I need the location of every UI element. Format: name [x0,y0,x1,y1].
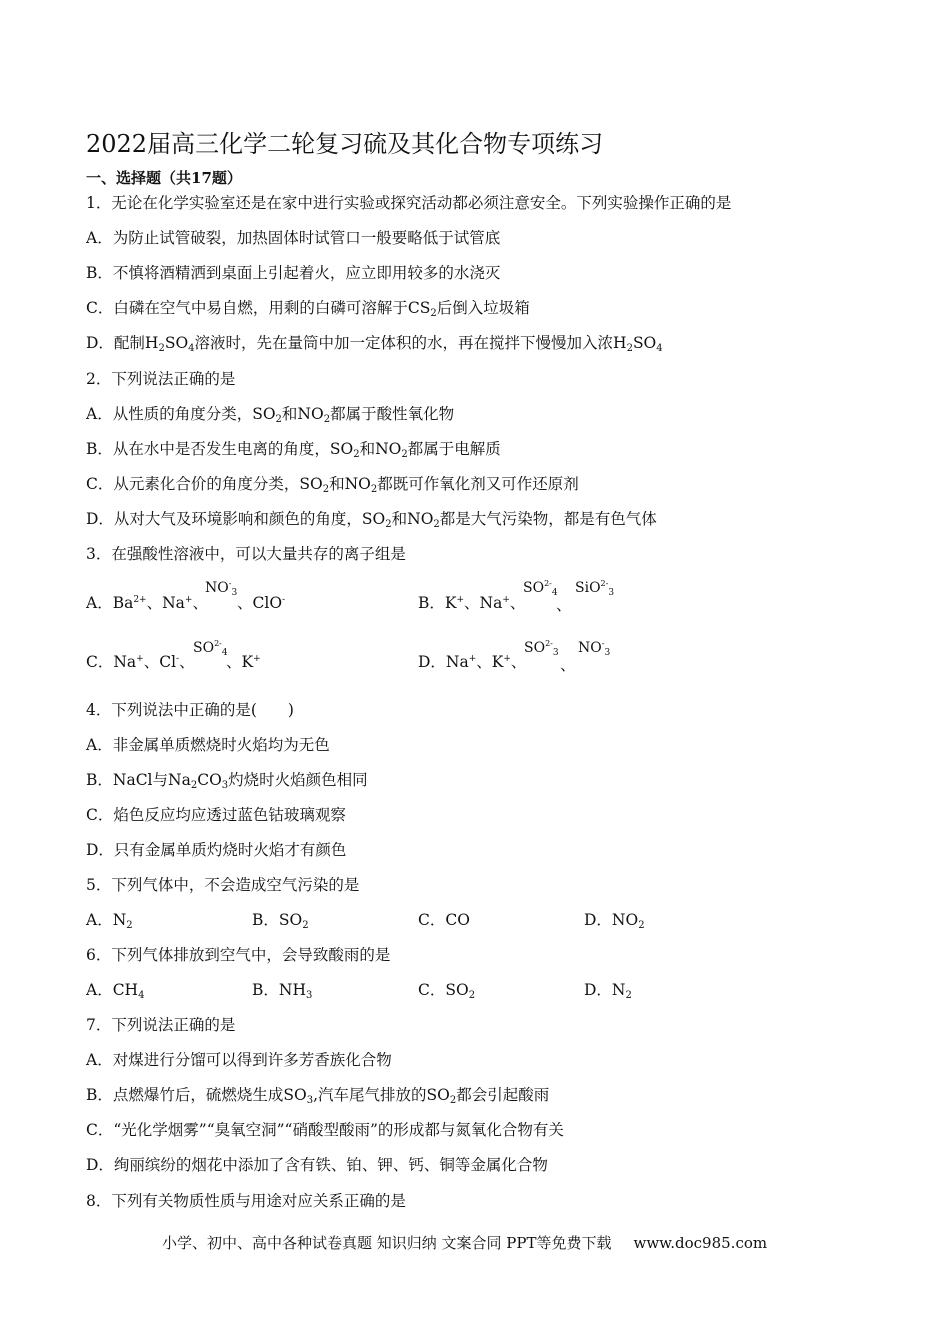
question-7-option-a: A．对煤进行分馏可以得到许多芳香族化合物 [86,1051,392,1069]
question-3-option-c-tail: 、K+ [226,653,261,671]
question-3-option-c: C．Na+、Cl-、 [86,653,195,671]
question-3-option-a: A．$Ba^{2+}$、Na+、 [86,594,208,612]
question-1-option-c: C．白磷在空气中易自燃，用剩的白磷可溶解于$CS_2$后倒入垃圾箱 [86,299,530,319]
question-2-option-a: A．从性质的角度分类，$SO_2$和$NO_2$都属于酸性氧化物 [86,405,455,425]
question-1-option-a: A．为防止试管破裂，加热固体时试管口一般要略低于试管底 [86,229,501,247]
ion-sulfite: $SO^{2-}_3$ [524,639,559,658]
question-2-option-d: D．从对大气及环境影响和颜色的角度，$SO_2$和$NO_2$都是大气污染物，都是有色气体 [86,510,657,530]
ion-nitrate: $NO^-_3$ [578,639,611,658]
question-2-stem: 2．下列说法正确的是 [86,370,236,388]
question-3-stem: 3．在强酸性溶液中，可以大量共存的离子组是 [86,545,406,563]
question-4-option-a: A．非金属单质燃烧时火焰均为无色 [86,736,330,754]
question-3-option-d-sep: 、 [560,656,576,674]
question-6-option-d: D．$N_2$ [584,981,632,1001]
page-footer [162,1232,767,1253]
question-4-option-b: B．NaCl与$Na_2CO_3$灼烧时火焰颜色相同 [86,771,368,791]
question-4-option-c: C．焰色反应均应透过蓝色钴玻璃观察 [86,806,346,824]
question-4-stem: 4．下列说法中正确的是( ) [86,701,294,719]
question-1-option-b: B．不慎将酒精洒到桌面上引起着火，应立即用较多的水浇灭 [86,264,501,282]
question-5-option-a: A．$N_2$ [86,911,133,931]
question-6-option-a: A．$CH_4$ [86,981,145,1001]
section-heading: 一、选择题（共17题） [86,169,242,187]
ion-sulfate: $SO^{2-}_4$ [523,579,558,598]
question-8-stem: 8．下列有关物质性质与用途对应关系正确的是 [86,1192,406,1210]
question-3-option-b: B．K+、Na+、 [418,594,526,612]
question-3-option-d: D．Na+、K+、 [418,653,527,671]
ion-nitrate: $NO^-_3$ [205,579,238,598]
question-5-option-c: C．CO [418,911,470,929]
question-4-option-d: D．只有金属单质灼烧时火焰才有颜色 [86,841,347,859]
question-6-stem: 6．下列气体排放到空气中，会导致酸雨的是 [86,946,391,964]
ion-silicate: SiO$^{2-}_3$ [575,579,615,598]
question-7-option-b: B．点燃爆竹后，硫燃烧生成$SO_3$,汽车尾气排放的$SO_2$都会引起酸雨 [86,1086,550,1106]
question-3-option-b-sep: 、 [556,596,572,614]
footer-text: 小学、初中、高中各种试卷真题 知识归纳 文案合同 PPT等免费下载 [162,1234,612,1252]
question-5-stem: 5．下列气体中，不会造成空气污染的是 [86,876,360,894]
page-title: 2022届高三化学二轮复习硫及其化合物专项练习 [86,130,604,158]
question-7-stem: 7．下列说法正确的是 [86,1016,236,1034]
ion-sulfate: $SO^{2-}_4$ [193,639,228,658]
question-1-option-d: D．配制$H_2SO_4$溶液时，先在量筒中加一定体积的水，再在搅拌下慢慢加入浓$H_2SO_4$ [86,334,663,354]
question-3-option-a-tail: 、ClO- [237,594,286,612]
question-5-option-b: B．$SO_2$ [252,911,309,931]
question-7-option-c: C．“光化学烟雾”“臭氧空洞”“硝酸型酸雨”的形成都与氮氧化合物有关 [86,1121,564,1139]
question-2-option-c: C．从元素化合价的角度分类，$SO_2$和$NO_2$都既可作氧化剂又可作还原剂 [86,475,579,495]
question-6-option-c: C．$SO_2$ [418,981,476,1001]
question-7-option-d: D．绚丽缤纷的烟花中添加了含有铁、铂、钾、钙、铜等金属化合物 [86,1156,548,1174]
question-1-stem: 1．无论在化学实验室还是在家中进行实验或探究活动都必须注意安全。下列实验操作正确的是 [86,194,732,212]
footer-url[interactable]: www.doc985.com [633,1234,768,1252]
question-5-option-d: D．$NO_2$ [584,911,645,931]
question-6-option-b: B．$NH_3$ [252,981,313,1001]
question-2-option-b: B．从在水中是否发生电离的角度，$SO_2$和$NO_2$都属于电解质 [86,440,501,460]
